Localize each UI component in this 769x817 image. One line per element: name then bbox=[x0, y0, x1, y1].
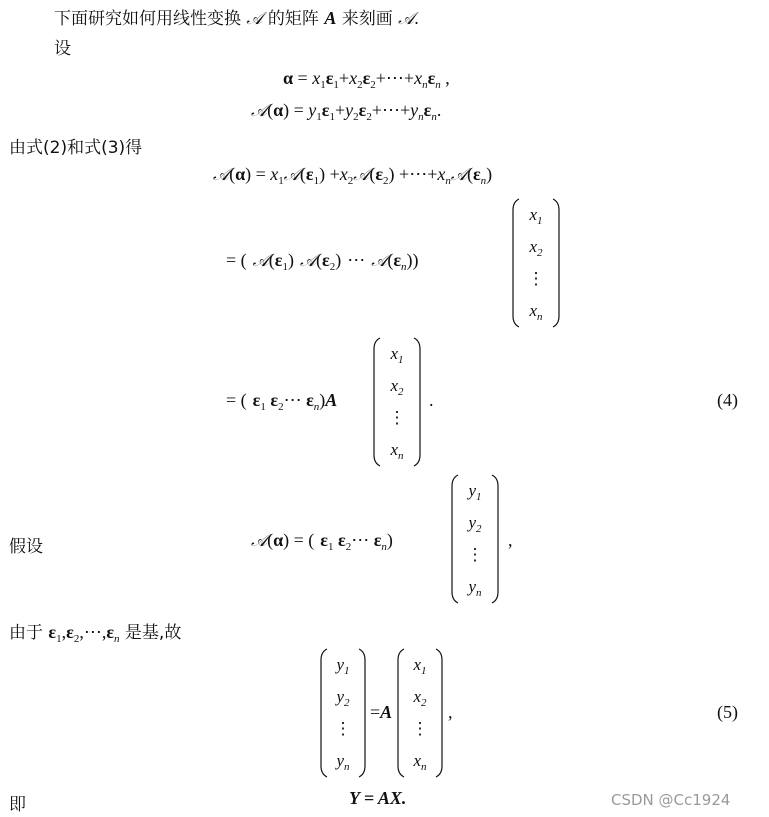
equals-matrix: =A bbox=[370, 702, 393, 722]
since-basis-line: 由于 $\varepsilon_1,\varepsilon_2,\cdots,\varepsilon_n$ 是基,故 bbox=[9, 622, 182, 645]
y-vector-2: $y_1$ $y_2$ ⋮ $y_n$ bbox=[320, 648, 366, 778]
expansion-line: 𝒜(α) = $x_1𝒜(\varepsilon_1)$ $+x_2𝒜(\varepsilon_2)$ $+\cdots+x_n𝒜(\varepsilon_n)$ bbox=[213, 164, 493, 187]
x-vector-1: $x_1$ $x_2$ ⋮ $x_n$ bbox=[512, 198, 560, 328]
equation-number-4: (4) bbox=[717, 390, 738, 410]
watermark: CSDN @Cc1924 bbox=[611, 791, 731, 809]
page: 下面研究如何用线性变换 𝒜 的矩阵 A 来刻画 𝒜. 设 $\alpha = x_1\varepsilon_1+x_2\varepsilon_2+\cdots+x_n\varepsilon_n$ , 𝒜(α) = $y_1\varepsilon_1+y_2\varepsilon_2+\cdots+y_n\varepsilon_n$. 由式(2)和式(3)得 𝒜(α) = $x_1𝒜(\varepsilon_1)$ $+x_2𝒜(\varepsilon_2)$ $+\cdots+x_n𝒜(\varepsilon_n)$ = ( $𝒜(\varepsilon_1)$ $𝒜(\varepsilon_2)$ ⋯ $𝒜(\varepsilon_n)$) $x_1$ $x_2$ ⋮ $x_n$ = ( $\varepsilon_1$ $\varepsilon_2\cdots$ $\varepsilon_n)A$ $x_1$ $x_2$ ⋮ $x_n$ . (4) 假设 𝒜(α) = ( $\varepsilon_1$ $\varepsilon_2\cdots$ $\varepsilon_n$) $y_1$ $y_2$ ⋮ $y_n$ , 由于 $\varepsilon_1,\varepsilon_2,\cdots,\varepsilon_n$ 是基,故 $y_1$ $y_2$ ⋮ $y_n$ =A $x_1$ $x_2$ ⋮ $x_n$ , (5) 即 Y = AX. CSDN @Cc1924 bbox=[0, 0, 769, 817]
equation-number-5: (5) bbox=[717, 702, 738, 722]
matrix-symbol: A bbox=[324, 8, 337, 28]
x-vector-3: $x_1$ $x_2$ ⋮ $x_n$ bbox=[397, 648, 443, 778]
final-equation: Y = AX. bbox=[349, 788, 407, 808]
transform-symbol: 𝒜 bbox=[246, 9, 263, 29]
intro-line: 下面研究如何用线性变换 𝒜 的矩阵 A 来刻画 𝒜. bbox=[54, 8, 419, 29]
from-equations-label: 由式(2)和式(3)得 bbox=[9, 138, 143, 158]
transform-row-line: = ( $𝒜(\varepsilon_1)$ $𝒜(\varepsilon_2)$ ⋯ $𝒜(\varepsilon_n)$) bbox=[226, 250, 419, 273]
suppose-equation: 𝒜(α) = ( $\varepsilon_1$ $\varepsilon_2\cdots$ $\varepsilon_n$) bbox=[251, 530, 393, 553]
alpha-definition: $\alpha = x_1\varepsilon_1+x_2\varepsilon_2+\cdots+x_n\varepsilon_n$ , bbox=[283, 68, 450, 91]
let-label: 设 bbox=[54, 39, 71, 59]
transform-alpha-definition: 𝒜(α) = $y_1\varepsilon_1+y_2\varepsilon_2+\cdots+y_n\varepsilon_n$. bbox=[251, 100, 442, 123]
y-vector-1: $y_1$ $y_2$ ⋮ $y_n$ bbox=[451, 474, 499, 604]
x-vector-2: $x_1$ $x_2$ ⋮ $x_n$ bbox=[373, 337, 421, 467]
that-is-label: 即 bbox=[9, 795, 26, 815]
suppose-label: 假设 bbox=[9, 537, 43, 557]
basis-row-line: = ( $\varepsilon_1$ $\varepsilon_2\cdots$ $\varepsilon_n)A$ bbox=[226, 390, 338, 413]
